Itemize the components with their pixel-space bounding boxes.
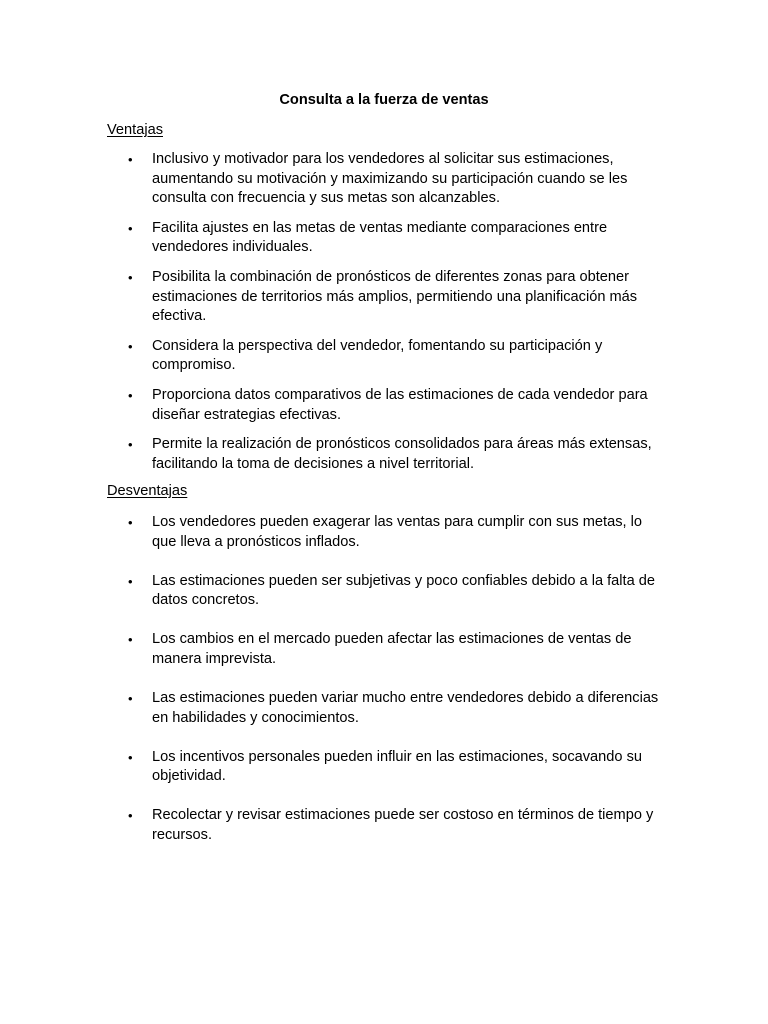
ventajas-list [0, 150, 768, 484]
bullet-icon: • [128, 437, 133, 453]
bullet-icon: • [128, 515, 133, 530]
document-title: Consulta a la fuerza de ventas [279, 92, 489, 108]
desventajas-item-text: Recolectar y revisar estimaciones puede ser costoso en términos de tiempo y recursos. [152, 807, 654, 844]
ventajas-item-text: Permite la realización de pronósticos consolidados para áreas más extensas, facilitando la toma de decisiones a nivel territorial. [152, 436, 652, 472]
ventajas-item [0, 435, 768, 474]
ventajas-item-text: Facilita ajustes en las metas de ventas mediante comparaciones entre vendedores individuales. [152, 219, 608, 256]
bullet-icon: • [128, 808, 133, 824]
bullet-icon: • [128, 152, 133, 167]
desventajas-item-text: Los cambios en el mercado pueden afectar las estimaciones de ventas de manera imprevista. [152, 631, 632, 667]
desventajas-item [0, 513, 768, 552]
desventajas-item [0, 689, 768, 728]
bullet-icon: • [128, 691, 133, 707]
bullet-icon: • [128, 338, 133, 354]
ventajas-item-text: Considera la perspectiva del vendedor, fomentando su participación y compromiso. [152, 337, 603, 374]
desventajas-item [0, 806, 768, 845]
ventajas-item [0, 219, 768, 258]
desventajas-heading: Desventajas [107, 483, 188, 499]
ventajas-item [0, 150, 768, 209]
desventajas-item [0, 748, 768, 787]
desventajas-item-text: Los vendedores pueden exagerar las ventas para cumplir con sus metas, lo que lleva a pronósticos inflados. [152, 514, 642, 550]
ventajas-item [0, 337, 768, 376]
desventajas-item-text: Los incentivos personales pueden influir en las estimaciones, socavando su objetividad. [152, 748, 642, 785]
ventajas-item [0, 386, 768, 425]
ventajas-heading: Ventajas [107, 122, 163, 138]
bullet-icon: • [128, 632, 133, 648]
desventajas-item-text: Las estimaciones pueden variar mucho entre vendedores debido a diferencias en habilidades y conocimientos. [152, 690, 659, 726]
ventajas-item-text: Proporciona datos comparativos de las estimaciones de cada vendedor para diseñar estrategias efectivas. [152, 386, 648, 423]
ventajas-item [0, 268, 768, 327]
bullet-icon: • [128, 573, 133, 589]
bullet-icon: • [128, 387, 133, 403]
ventajas-item-text: Inclusivo y motivador para los vendedores al solicitar sus estimaciones, aumentando su motivación y maximizando su participación cuando se les consulta con frecuencia y sus metas son alcanzables. [152, 151, 628, 207]
ventajas-item-text: Posibilita la combinación de pronósticos de diferentes zonas para obtener estimaciones de territorios más amplios, permitiendo una planificación más efectiva. [152, 268, 638, 325]
desventajas-list [0, 513, 768, 865]
bullet-icon: • [128, 749, 133, 765]
bullet-icon: • [128, 269, 133, 285]
desventajas-item [0, 572, 768, 611]
desventajas-item [0, 630, 768, 669]
bullet-icon: • [128, 220, 133, 236]
desventajas-item-text: Las estimaciones pueden ser subjetivas y poco confiables debido a la falta de datos concretos. [152, 572, 655, 609]
